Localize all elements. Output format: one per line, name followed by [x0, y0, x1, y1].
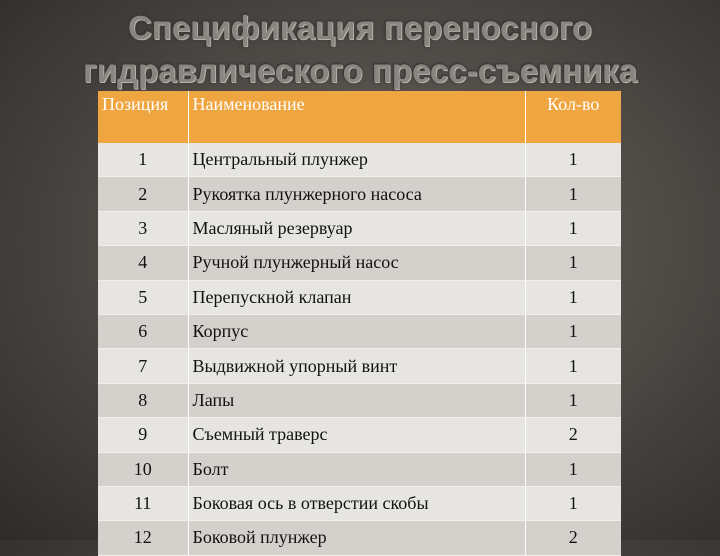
row-position: 5: [98, 280, 188, 314]
table-row: [98, 418, 621, 452]
row-quantity: 2: [525, 521, 621, 555]
table-row: [98, 486, 621, 520]
row-quantity: 1: [525, 486, 621, 520]
header-position: Позиция: [98, 91, 188, 143]
table-header-row: [98, 91, 621, 143]
row-name: Корпус: [188, 314, 525, 348]
table-row: [98, 314, 621, 348]
row-position: 1: [98, 143, 188, 177]
table-row: [98, 280, 621, 314]
row-quantity: 1: [525, 280, 621, 314]
row-position: 11: [98, 486, 188, 520]
row-quantity: 1: [525, 177, 621, 211]
specification-table: [98, 91, 621, 556]
row-name: Выдвижной упорный винт: [188, 349, 525, 383]
row-name: Перепускной клапан: [188, 280, 525, 314]
header-quantity: Кол-во: [525, 91, 621, 143]
row-position: 7: [98, 349, 188, 383]
row-quantity: 1: [525, 383, 621, 417]
table-row: [98, 246, 621, 280]
row-name: Лапы: [188, 383, 525, 417]
table-row: [98, 452, 621, 486]
table-row: [98, 349, 621, 383]
row-name: Съемный траверс: [188, 418, 525, 452]
row-name: Рукоятка плунжерного насоса: [188, 177, 525, 211]
row-quantity: 1: [525, 349, 621, 383]
row-name: Боковой плунжер: [188, 521, 525, 555]
row-position: 4: [98, 246, 188, 280]
table-row: [98, 143, 621, 177]
table-row: [98, 383, 621, 417]
row-name: Масляный резервуар: [188, 211, 525, 245]
row-quantity: 1: [525, 452, 621, 486]
row-position: 6: [98, 314, 188, 348]
table-row: [98, 177, 621, 211]
slide-title: Спецификация переносного гидравлического пресс-съемника: [83, 9, 637, 89]
row-position: 10: [98, 452, 188, 486]
row-quantity: 1: [525, 211, 621, 245]
row-quantity: 2: [525, 418, 621, 452]
table-row: [98, 521, 621, 555]
row-name: Центральный плунжер: [188, 143, 525, 177]
table-row: [98, 211, 621, 245]
row-name: Ручной плунжерный насос: [188, 246, 525, 280]
row-position: 2: [98, 177, 188, 211]
row-name: Болт: [188, 452, 525, 486]
row-position: 12: [98, 521, 188, 555]
row-position: 3: [98, 211, 188, 245]
row-position: 8: [98, 383, 188, 417]
row-quantity: 1: [525, 314, 621, 348]
row-quantity: 1: [525, 143, 621, 177]
row-position: 9: [98, 418, 188, 452]
row-quantity: 1: [525, 246, 621, 280]
row-name: Боковая ось в отверстии скобы: [188, 486, 525, 520]
header-name: Наименование: [188, 91, 525, 143]
